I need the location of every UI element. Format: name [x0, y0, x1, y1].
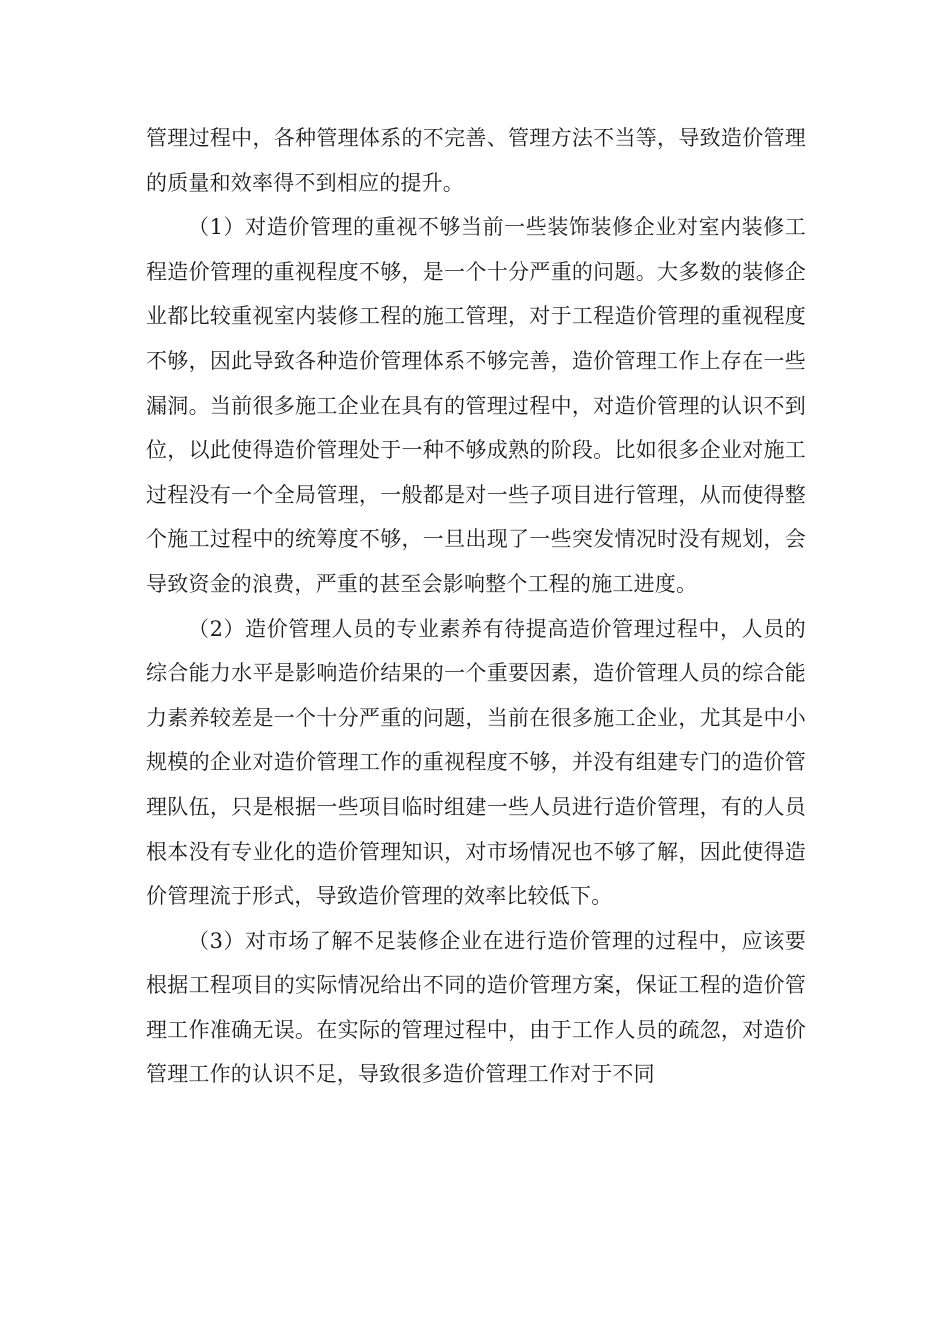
paragraph-point-1: （1）对造价管理的重视不够当前一些装饰装修企业对室内装修工程造价管理的重视程度不够，是一个十分严重的问题。大多数的装修企业都比较重视室内装修工程的施工管理，对于工程造价管理的重视程度不够，因此导致各种造价管理体系不够完善，造价管理工作上存在一些漏洞。当前很多施工企业在具有的管理过程中，对造价管理的认识不到位，以此使得造价管理处于一种不够成熟的阶段。比如很多企业对施工过程没有一个全局管理，一般都是对一些子项目进行管理，从而使得整个施工过程中的统筹度不够，一旦出现了一些突发情况时没有规划，会导致资金的浪费，严重的甚至会影响整个工程的施工进度。 [146, 215, 806, 596]
paragraph-continuation: 管理过程中，各种管理体系的不完善、管理方法不当等，导致造价管理的质量和效率得不到相应的提升。 [146, 126, 806, 195]
paragraph-point-3: （3）对市场了解不足装修企业在进行造价管理的过程中，应该要根据工程项目的实际情况给出不同的造价管理方案，保证工程的造价管理工作准确无误。在实际的管理过程中，由于工作人员的疏忽，对造价管理工作的认识不足，导致很多造价管理工作对于不同 [146, 928, 806, 1087]
body-text [146, 116, 806, 1097]
paragraph-point-2: （2）造价管理人员的专业素养有待提高造价管理过程中，人员的综合能力水平是影响造价结果的一个重要因素，造价管理人员的综合能力素养较差是一个十分严重的问题，当前在很多施工企业，尤其是中小规模的企业对造价管理工作的重视程度不够，并没有组建专门的造价管理队伍，只是根据一些项目临时组建一些人员进行造价管理，有的人员根本没有专业化的造价管理知识，对市场情况也不够了解，因此使得造价管理流于形式，导致造价管理的效率比较低下。 [146, 616, 806, 909]
